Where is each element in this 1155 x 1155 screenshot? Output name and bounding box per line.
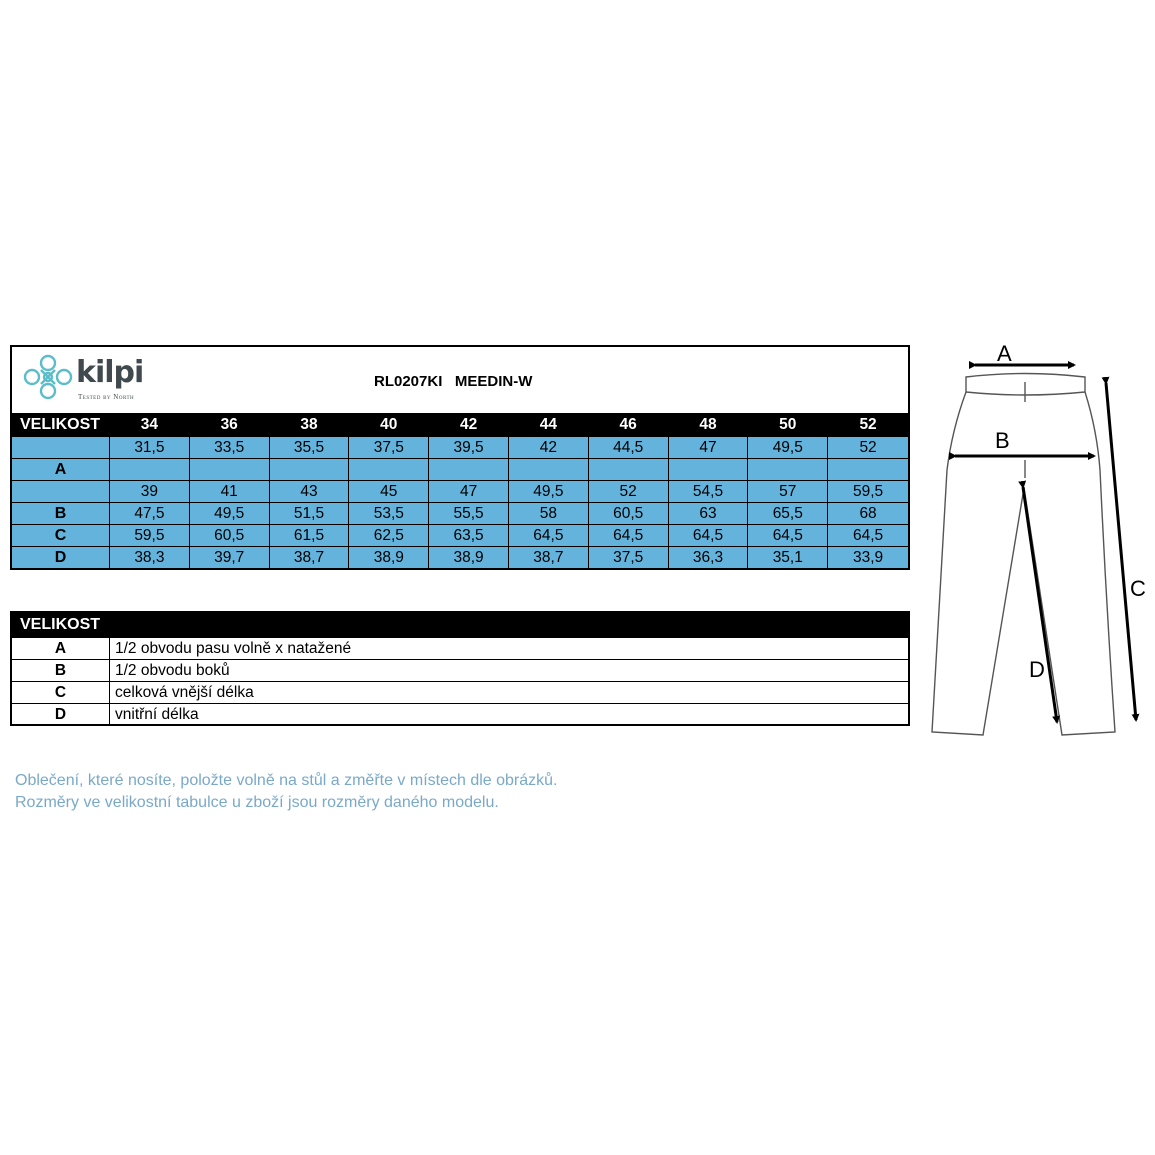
legend-text: vnitřní délka [115,705,199,723]
measurement-cell [429,459,509,480]
pants-measurement-diagram [918,330,1150,750]
knot-icon [22,353,74,401]
size-header-row [12,413,908,437]
size-header-cell: 34 [110,413,190,437]
measuring-note-line-2: Rozměry ve velikostní tabulce u zboží jsou rozměry daného modelu. [15,794,499,811]
legend-row [12,681,908,703]
pants-outline-icon [918,330,1150,750]
size-header-label: VELIKOST [12,413,110,437]
measurement-cell: 60,5 [589,503,669,524]
measurement-cell: 45 [349,481,429,502]
row-label: A [12,459,110,480]
legend-key: B [12,660,110,681]
size-header-cell: 52 [859,416,877,433]
measurement-cell: 63,5 [429,525,509,546]
row-label [12,481,110,502]
size-header-cell: 36 [190,413,270,437]
measurement-cell: 51,5 [270,503,350,524]
measurement-cell: 59,5 [110,525,190,546]
legend-text: 1/2 obvodu boků [115,661,230,679]
measurement-cell [190,459,270,480]
measurement-cell: 47 [429,481,509,502]
measurement-cell: 35,5 [270,437,350,458]
measurement-cell: 68 [859,504,877,522]
measurement-cell: 37,5 [349,437,429,458]
measurement-cell [828,459,908,480]
product-title: RL0207KI MEEDIN-W [374,373,533,390]
measurement-cell: 41 [190,481,270,502]
size-header-cell: 38 [270,413,350,437]
measurement-cell [589,459,669,480]
measurement-cell: 65,5 [748,503,828,524]
measurement-cell: 37,5 [589,547,669,568]
measurement-cell: 49,5 [748,437,828,458]
measurement-cell: 43 [270,481,350,502]
size-header-cell: 44 [509,413,589,437]
measurement-cell: 38,7 [270,547,350,568]
table-header-band [12,347,908,413]
measurement-cell: 31,5 [110,437,190,458]
measurement-legend-table [10,611,910,726]
size-table-row [12,481,908,503]
measurement-cell [270,459,350,480]
measurement-cell: 64,5 [748,525,828,546]
row-label: D [12,547,110,568]
measurement-cell: 52 [859,438,877,456]
measurement-cell: 52 [589,481,669,502]
measurement-cell [349,459,429,480]
measurement-cell: 39 [110,481,190,502]
measurement-cell: 61,5 [270,525,350,546]
measurement-cell [748,459,828,480]
row-label: B [12,503,110,524]
size-header-cell: 42 [429,413,509,437]
legend-row [12,637,908,659]
measurement-cell: 54,5 [669,481,749,502]
measurement-cell: 63 [669,503,749,524]
size-header-cell: 40 [349,413,429,437]
measurement-cell: 42 [509,437,589,458]
measurement-cell: 44,5 [589,437,669,458]
legend-row [12,659,908,681]
measurement-cell: 60,5 [190,525,270,546]
size-chart-table [10,345,910,570]
measurement-cell: 55,5 [429,503,509,524]
measurement-cell: 35,1 [748,547,828,568]
legend-header: VELIKOST [12,613,908,637]
measurement-cell: 39,5 [429,437,509,458]
size-header-cell: 50 [748,413,828,437]
diagram-label-a: A [997,341,1012,366]
size-table-row [12,547,908,568]
brand-name: kilpi [76,355,144,390]
legend-row [12,703,908,725]
legend-key: D [12,704,110,725]
size-table-row [12,503,908,525]
measurement-cell: 47 [669,437,749,458]
diagram-label-b: B [995,428,1010,453]
brand-tagline: Tested by North [78,393,135,401]
measurement-cell: 62,5 [349,525,429,546]
legend-text: celková vnější délka [115,683,254,701]
measurement-cell [509,459,589,480]
legend-text: 1/2 obvodu pasu volně x natažené [115,639,352,657]
measurement-cell: 59,5 [852,482,884,500]
size-table-row [12,525,908,547]
measurement-cell [110,459,190,480]
measurement-cell: 57 [748,481,828,502]
diagram-label-d: D [1029,657,1045,682]
measurement-cell: 64,5 [589,525,669,546]
measurement-cell [669,459,749,480]
legend-key: C [12,682,110,703]
measurement-cell: 53,5 [349,503,429,524]
measurement-cell: 36,3 [669,547,749,568]
measurement-cell: 64,5 [509,525,589,546]
measurement-cell: 38,9 [429,547,509,568]
size-header-cell: 46 [589,413,669,437]
measurement-cell: 38,7 [509,547,589,568]
measurement-cell: 64,5 [669,525,749,546]
measurement-cell: 39,7 [190,547,270,568]
size-table-row [12,459,908,481]
measurement-cell: 33,5 [190,437,270,458]
size-header-cell: 48 [669,413,749,437]
measurement-cell: 38,9 [349,547,429,568]
measurement-cell: 49,5 [190,503,270,524]
measurement-cell: 58 [509,503,589,524]
row-label [12,437,110,458]
diagram-label-c: C [1130,576,1146,601]
size-table-row [12,437,908,459]
measurement-cell: 38,3 [110,547,190,568]
brand-logo [22,353,162,401]
measurement-cell: 33,9 [852,548,884,566]
measurement-cell: 64,5 [852,526,884,544]
row-label: C [12,525,110,546]
measurement-cell: 49,5 [509,481,589,502]
measuring-note-line-1: Oblečení, které nosíte, položte volně na stůl a změřte v místech dle obrázků. [15,772,558,789]
legend-key: A [12,638,110,659]
measurement-cell: 47,5 [110,503,190,524]
